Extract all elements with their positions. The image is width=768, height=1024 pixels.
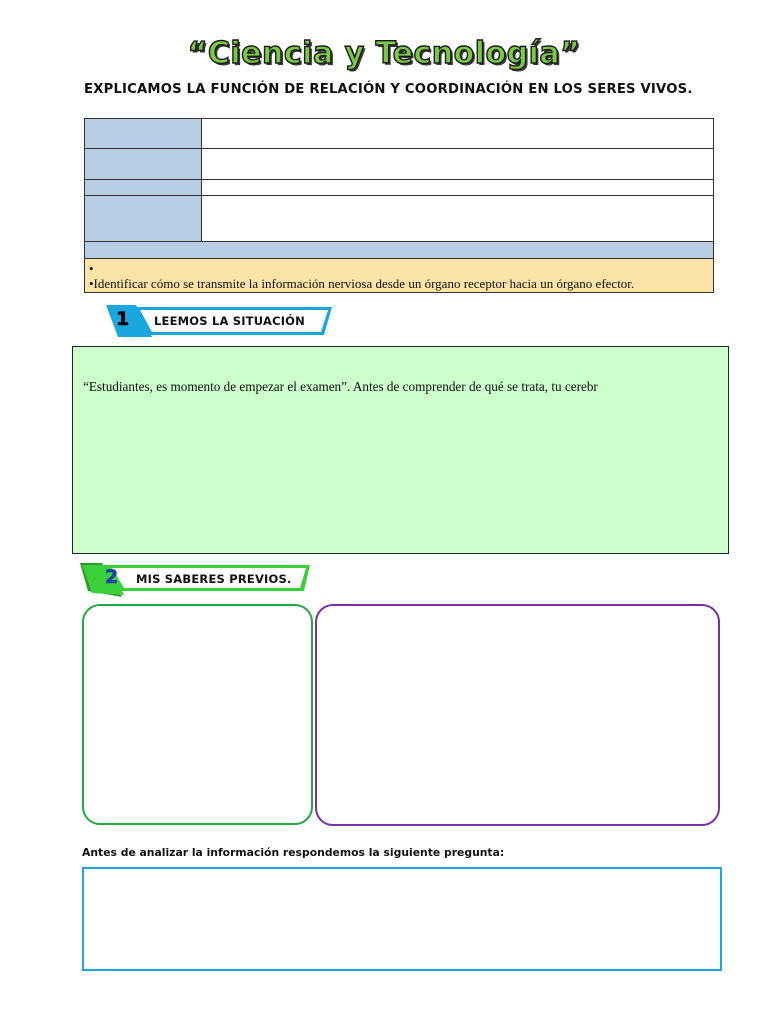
answer-box[interactable] <box>82 867 722 971</box>
info-label-cell <box>85 196 202 241</box>
info-row-3 <box>85 180 713 196</box>
prior-knowledge-box-left[interactable] <box>82 604 313 825</box>
section-1-label: LEEMOS LA SITUACIÓN <box>154 314 305 328</box>
criteria-row <box>85 259 713 292</box>
info-row-1 <box>85 119 713 149</box>
info-value-field[interactable] <box>202 196 713 241</box>
situation-box <box>72 346 729 554</box>
question-prompt: Antes de analizar la información respondemos la siguiente pregunta: <box>82 846 505 859</box>
criteria-bullet-text: •Identificar cómo se transmite la información nerviosa desde un órgano receptor hacia un órgano efector. <box>89 276 635 291</box>
info-value-field[interactable] <box>202 119 713 148</box>
info-row-2 <box>85 149 713 180</box>
page-title: “Ciencia y Tecnología” <box>187 36 581 71</box>
info-label-cell <box>85 119 202 148</box>
section-1-number: 1 <box>116 308 130 330</box>
criteria-header-row <box>85 242 713 259</box>
prior-knowledge-box-right[interactable] <box>315 604 720 826</box>
section-2-badge <box>78 561 314 595</box>
info-label-cell <box>85 180 202 195</box>
situation-text: “Estudiantes, es momento de empezar el examen”. Antes de comprender de qué se trata, tu cerebr <box>83 379 598 394</box>
activity-subtitle: EXPLICAMOS LA FUNCIÓN DE RELACIÓN Y COORDINACIÓN EN LOS SERES VIVOS. <box>84 82 693 97</box>
info-row-4 <box>85 196 713 242</box>
info-value-field[interactable] <box>202 149 713 179</box>
info-value-field[interactable] <box>202 180 713 195</box>
info-label-cell <box>85 149 202 179</box>
section-1-badge <box>104 303 336 337</box>
criteria-bullet-empty: • <box>89 261 94 276</box>
section-2-label: MIS SABERES PREVIOS. <box>136 572 292 586</box>
section-2-number: 2 <box>105 566 119 588</box>
info-table <box>84 118 714 293</box>
